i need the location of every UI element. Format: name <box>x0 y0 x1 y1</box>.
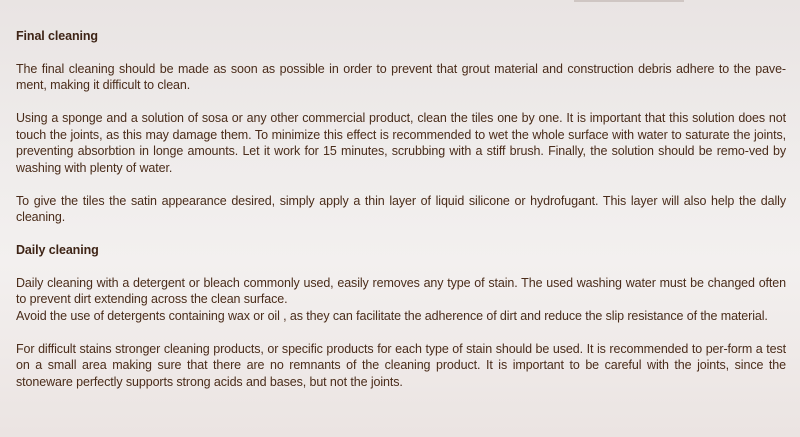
daily-cleaning-section <box>16 242 786 390</box>
daily-cleaning-paragraph: Daily cleaning with a detergent or bleach commonly used, easily removes any type of stain. The used washing water must be changed often to prevent dirt extending across the clean surface. <box>16 275 786 306</box>
final-cleaning-paragraph: To give the tiles the satin appearance desired, simply apply a thin layer of liquid silicone or hydrofugant. This layer will also help the dally cleaning. <box>16 193 786 224</box>
final-cleaning-paragraph: Using a sponge and a solution of sosa or any other commercial product, clean the tiles one by one. It is important that this solution does not touch the joints, as this may damage them. To minimize this effect is recommended to wet the whole surface with water to saturate the joints, preventing absorbtion in longe amounts. Let it work for 15 minutes, scrubbing with a stiff brush. Finally, the solution should be remo-ved by washing with plenty of water. <box>16 111 786 175</box>
final-cleaning-section <box>16 28 786 226</box>
daily-cleaning-heading: Daily cleaning <box>16 243 99 257</box>
cleaning-instructions <box>16 28 786 407</box>
final-cleaning-heading: Final cleaning <box>16 29 98 43</box>
final-cleaning-paragraph: The final cleaning should be made as soon as possible in order to prevent that grout material and construction debris adhere to the pave-ment, making it difficult to clean. <box>16 61 786 92</box>
daily-cleaning-paragraph: For difficult stains stronger cleaning products, or specific products for each type of stain should be used. It is recommended to per-form a test on a small area making sure that there are no remnants of the cleaning product. It is important to be careful with the joints, since the stoneware perfectly supports strong acids and bases, but not the joints. <box>16 341 786 389</box>
daily-cleaning-paragraph: Avoid the use of detergents containing wax or oil , as they can facilitate the adherence of dirt and reduce the slip resistance of the material. <box>16 308 768 323</box>
top-tab-decoration <box>574 0 684 2</box>
